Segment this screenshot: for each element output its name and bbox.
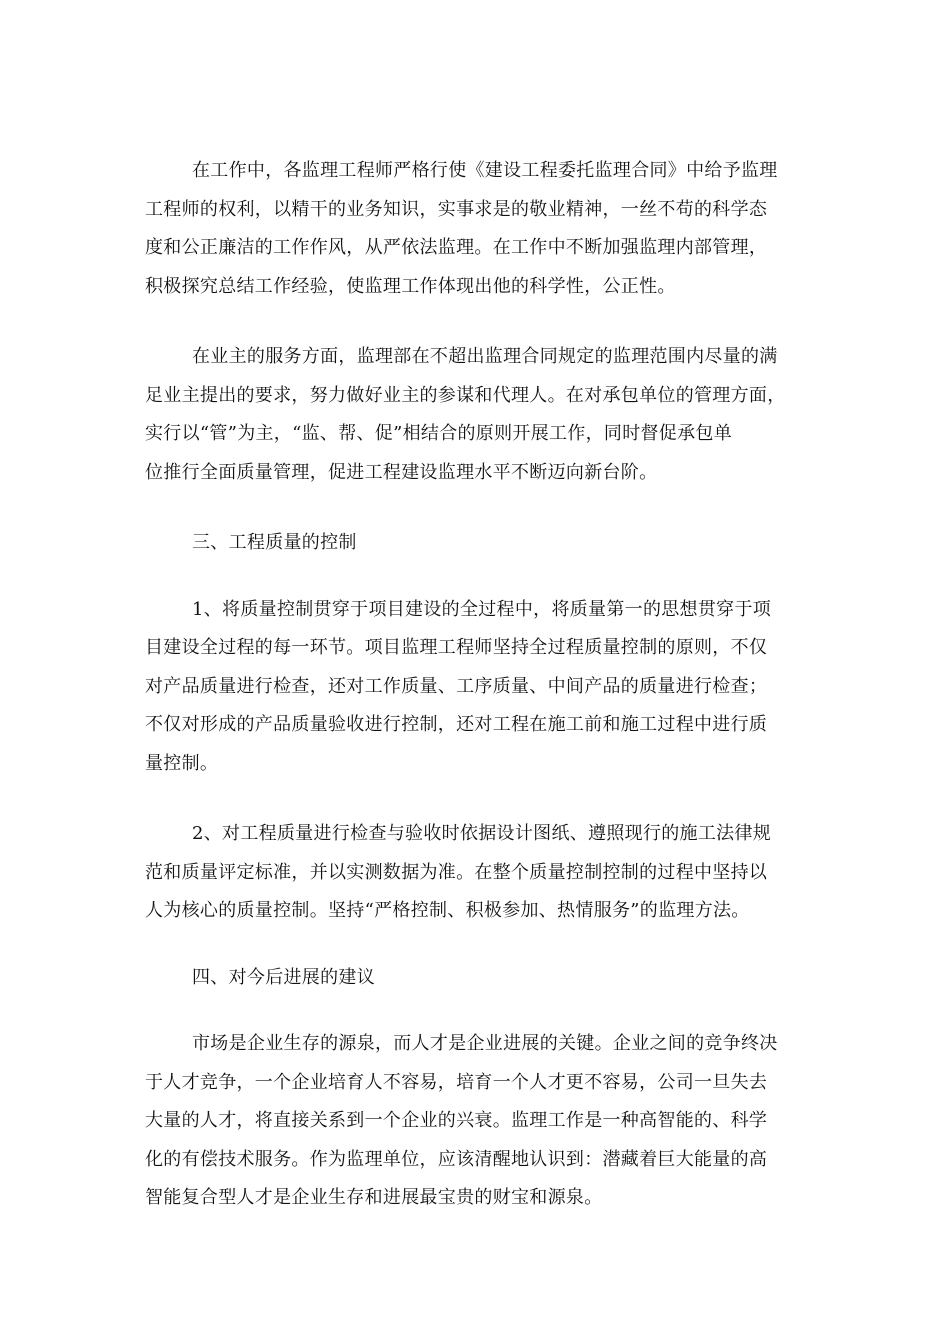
text-line: 市场是企业生存的源泉，而人才是企业进展的关键。企业之间的竞争终决 [192, 1033, 778, 1054]
text-line: 工程师的权利，以精干的业务知识，实事求是的敬业精神，一丝不苟的科学态 [145, 198, 768, 220]
paragraph-supervision-work [145, 152, 805, 306]
paragraph-owner-service [145, 338, 805, 492]
paragraph-gap [145, 492, 805, 524]
text-line: 不仅对形成的产品质量验收进行控制，还对工程在施工前和施工过程中进行质 [145, 714, 768, 735]
heading-text: 三、工程质量的控制 [192, 532, 357, 553]
paragraph-quality-item-1 [145, 591, 805, 784]
paragraph-gap [145, 997, 805, 1025]
text-line: 对产品质量进行检查，还对工作质量、工序质量、中间产品的质量进行检查； [145, 675, 768, 697]
text-line: 度和公正廉洁的工作作风，从严依法监理。在工作中不断加强监理内部管理， [145, 237, 768, 258]
text-line: 在工作中，各监理工程师严格行使《建设工程委托监理合同》中给予监理 [192, 160, 778, 181]
text-line: 范和质量评定标准，并以实测数据为准。在整个质量控制控制的过程中坚持以 [145, 861, 768, 883]
paragraph-gap [145, 306, 805, 338]
paragraph-gap [145, 783, 805, 815]
text-line: 足业主提出的要求，努力做好业主的参谋和代理人。在对承包单位的管理方面， [145, 384, 786, 406]
text-line: 于人才竞争，一个企业培育人不容易，培育一个人才更不容易，公司一旦失去 [145, 1071, 768, 1093]
document-body [145, 152, 805, 1218]
text-line: 目建设全过程的每一环节。项目监理工程师坚持全过程质量控制的原则，不仅 [145, 637, 768, 658]
text-line: 大量的人才，将直接关系到一个企业的兴衰。监理工作是一种高智能的、科学 [145, 1110, 768, 1131]
heading-text: 四、对今后进展的建议 [192, 966, 375, 988]
text-line: 1、将质量控制贯穿于项目建设的全过程中，将质量第一的思想贯穿于项 [192, 598, 772, 620]
paragraph-gap [145, 931, 805, 959]
text-line: 积极探究总结工作经验，使监理工作体现出他的科学性，公正性。 [145, 275, 676, 297]
paragraph-talent [145, 1025, 805, 1218]
text-line: 实行以“管”为主，“监、帮、促”相结合的原则开展工作，同时督促承包单 [145, 423, 733, 444]
text-line: 2、对工程质量进行检查与验收时依据设计图纸、遵照现行的施工法律规 [192, 823, 772, 844]
text-line: 在业主的服务方面，监理部在不超出监理合同规定的监理范围内尽量的满 [192, 346, 778, 367]
text-line: 智能复合型人才是企业生存和进展最宝贵的财宝和源泉。 [145, 1187, 603, 1208]
section-heading-quality-control [145, 524, 805, 563]
text-line: 人为核心的质量控制。坚持“严格控制、积极参加、热情服务”的监理方法。 [145, 900, 750, 921]
section-heading-future-suggestions [145, 959, 805, 998]
text-line: 量控制。 [145, 752, 219, 774]
text-line: 化的有偿技术服务。作为监理单位，应该清醒地认识到：潜藏着巨大能量的高 [145, 1148, 768, 1170]
paragraph-gap [145, 563, 805, 591]
text-line: 位推行全面质量管理，促进工程建设监理水平不断迈向新台阶。 [145, 461, 658, 483]
paragraph-quality-item-2 [145, 815, 805, 931]
